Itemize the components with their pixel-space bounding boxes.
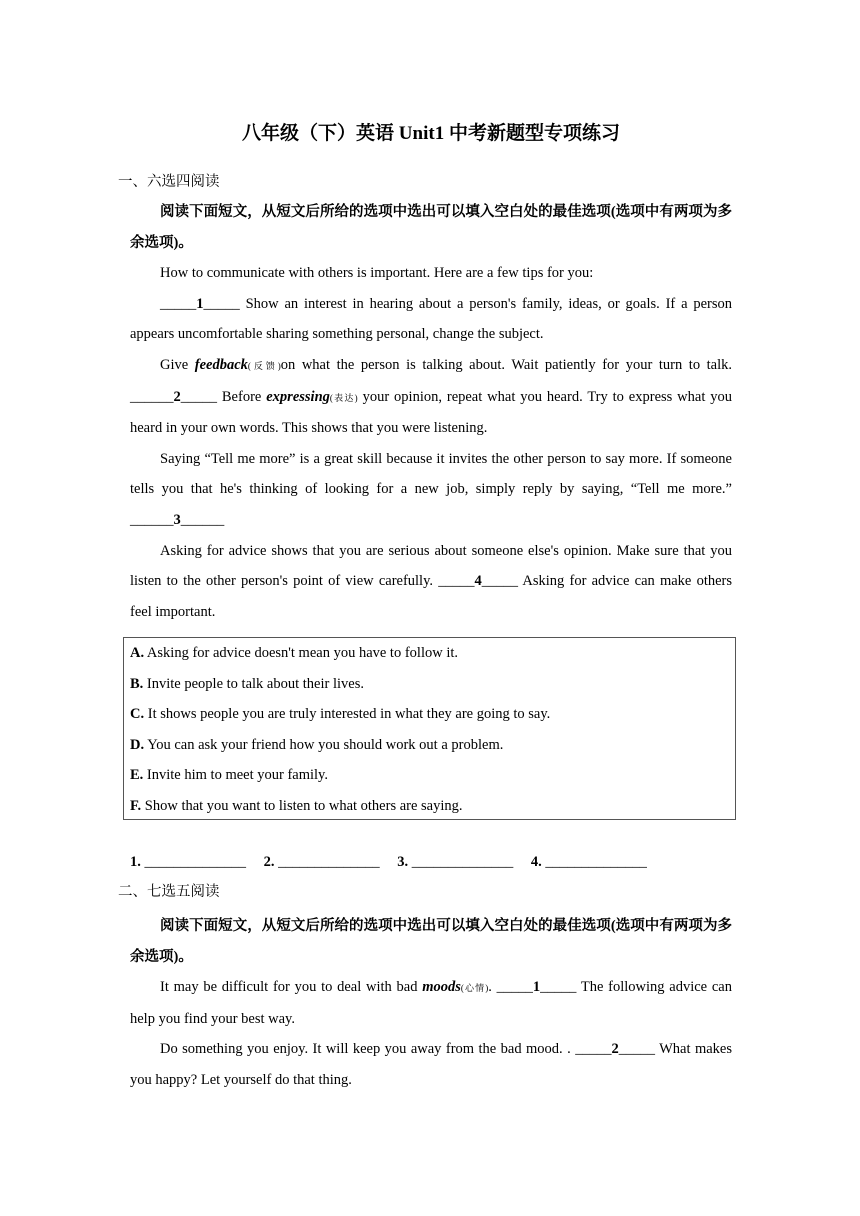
- blank-1-line: _____: [160, 295, 197, 312]
- answer-2[interactable]: [264, 854, 384, 870]
- paragraph-3-text-a: Give: [160, 356, 195, 373]
- option-e-letter: E.: [130, 767, 144, 784]
- option-c: [130, 699, 729, 730]
- option-c-letter: C.: [130, 706, 145, 723]
- passage1-paragraph-5: [130, 536, 732, 628]
- passage1-paragraph-3: [130, 350, 732, 444]
- answer-3-number: 3.: [397, 854, 409, 870]
- blank-2-line: ______: [130, 388, 174, 405]
- passage2-paragraph-2: [130, 1034, 732, 1095]
- option-d-letter: D.: [130, 736, 145, 753]
- s2-blank-1-line-end: _____: [540, 979, 577, 996]
- s2-blank-1-number: 1: [532, 979, 541, 996]
- paragraph-3-text-d: your opinion, repeat what you heard. Try to express what you heard in your own words. This shows that you were listening.: [130, 388, 733, 437]
- paragraph-5-text-a: Asking for advice shows that you are serious about someone else's opinion. Make sure that you listen to the other person's point of view carefully.: [130, 542, 732, 590]
- option-f-letter: F.: [130, 797, 142, 814]
- blank-4-line: _____: [438, 573, 475, 590]
- answer-1-line: ______________: [140, 854, 250, 870]
- blank-3-line-end: ______: [180, 511, 225, 528]
- vocab-moods-note: (心情): [460, 983, 489, 994]
- option-f: [130, 791, 729, 822]
- passage2-p1-text-a: It may be difficult for you to deal with bad: [160, 979, 423, 996]
- answer-3[interactable]: [397, 854, 517, 870]
- option-b: [130, 669, 729, 700]
- s2-blank-1-line: _____: [496, 979, 533, 996]
- option-b-letter: B.: [130, 675, 144, 692]
- passage1-paragraph-1: How to communicate with others is important. Here are a few tips for you:: [160, 265, 594, 282]
- option-f-text: Show that you want to listen to what others are saying.: [141, 797, 463, 814]
- blank-3-line: ______: [130, 511, 174, 528]
- paragraph-2-text: Show an interest in hearing about a person's family, ideas, or goals. If a person appears uncomfortable sharing something personal, change the subject.: [130, 295, 732, 343]
- section2-instruction: 阅读下面短文，从短文后所给的选项中选出可以填入空白处的最佳选项(选项中有两项为多余选项)。: [130, 918, 732, 965]
- answer-2-line: ______________: [274, 854, 384, 870]
- paragraph-3-text-c: Before: [217, 388, 267, 405]
- option-b-text: Invite people to talk about their lives.: [143, 675, 364, 692]
- passage1-paragraph-4: [130, 444, 732, 536]
- answer-1[interactable]: [130, 854, 250, 870]
- blank-2-number: 2: [173, 388, 181, 405]
- answer-4-number: 4.: [530, 854, 542, 870]
- page-title: 八年级（下）英语 Unit1 中考新题型专项练习: [242, 123, 620, 144]
- blank-4-line-end: _____: [481, 573, 518, 590]
- section1-heading: 一、六选四阅读: [118, 174, 220, 190]
- vocab-expressing-note: (表达): [329, 392, 358, 403]
- option-e-text: Invite him to meet your family.: [143, 767, 328, 784]
- section2-content: [118, 877, 732, 1096]
- answer-4-line: ______________: [541, 854, 647, 870]
- answer-4[interactable]: [531, 854, 647, 870]
- answer-2-number: 2.: [263, 854, 275, 870]
- blank-4-number: 4: [474, 573, 482, 590]
- paragraph-4-text: Saying “Tell me more” is a great skill because it invites the other person to say more. If someone tells you that he's thinking of looking for a new job, simply reply by saying, “Tell me more.”: [130, 450, 732, 498]
- passage2-p1-text-b: .: [488, 979, 497, 996]
- s2-blank-2-line: _____: [575, 1041, 612, 1058]
- passage2-paragraph-1: [130, 972, 732, 1034]
- paragraph-5-text-b: Asking for advice can make others feel important.: [130, 573, 733, 620]
- s2-blank-2-number: 2: [611, 1041, 619, 1058]
- section2-heading: 二、七选五阅读: [118, 884, 220, 900]
- option-d: [130, 730, 729, 761]
- vocab-expressing: expressing: [266, 388, 330, 405]
- options-box: [123, 637, 736, 820]
- s2-blank-2-line-end: _____: [618, 1041, 655, 1058]
- passage2-p2-text-a: Do something you enjoy. It will keep you away from the bad mood. .: [160, 1041, 576, 1058]
- vocab-moods: moods: [422, 979, 461, 996]
- option-e: [130, 760, 729, 791]
- option-a: [130, 638, 729, 669]
- blank-1-number: 1: [196, 295, 204, 312]
- passage2-p2-text-b: What makes you happy? Let yourself do that thing.: [130, 1041, 732, 1088]
- option-a-letter: A.: [130, 645, 145, 661]
- answer-lines: [130, 849, 661, 875]
- vocab-feedback-note: (反馈): [247, 360, 281, 371]
- answer-3-line: ______________: [408, 854, 517, 870]
- passage1-paragraph-2: [130, 289, 732, 350]
- blank-1-line-end: _____: [203, 295, 240, 312]
- answer-1-number: 1.: [130, 854, 141, 870]
- vocab-feedback: feedback: [194, 356, 248, 373]
- option-a-text: Asking for advice doesn't mean you have to follow it.: [144, 645, 459, 661]
- paragraph-3-text-b: on what the person is talking about. Wait patiently for your turn to talk.: [280, 356, 733, 373]
- passage2-p1-text-c: The following advice can help you find your best way.: [130, 979, 732, 1027]
- option-d-text: You can ask your friend how you should work out a problem.: [144, 736, 504, 753]
- blank-2-line-end: _____: [180, 388, 217, 405]
- blank-3-number: 3: [173, 511, 181, 528]
- section1-content: [118, 119, 733, 627]
- option-c-text: It shows people you are truly interested in what they are going to say.: [144, 706, 551, 723]
- section1-instruction: 阅读下面短文，从短文后所给的选项中选出可以填入空白处的最佳选项(选项中有两项为多余选项)。: [130, 204, 732, 251]
